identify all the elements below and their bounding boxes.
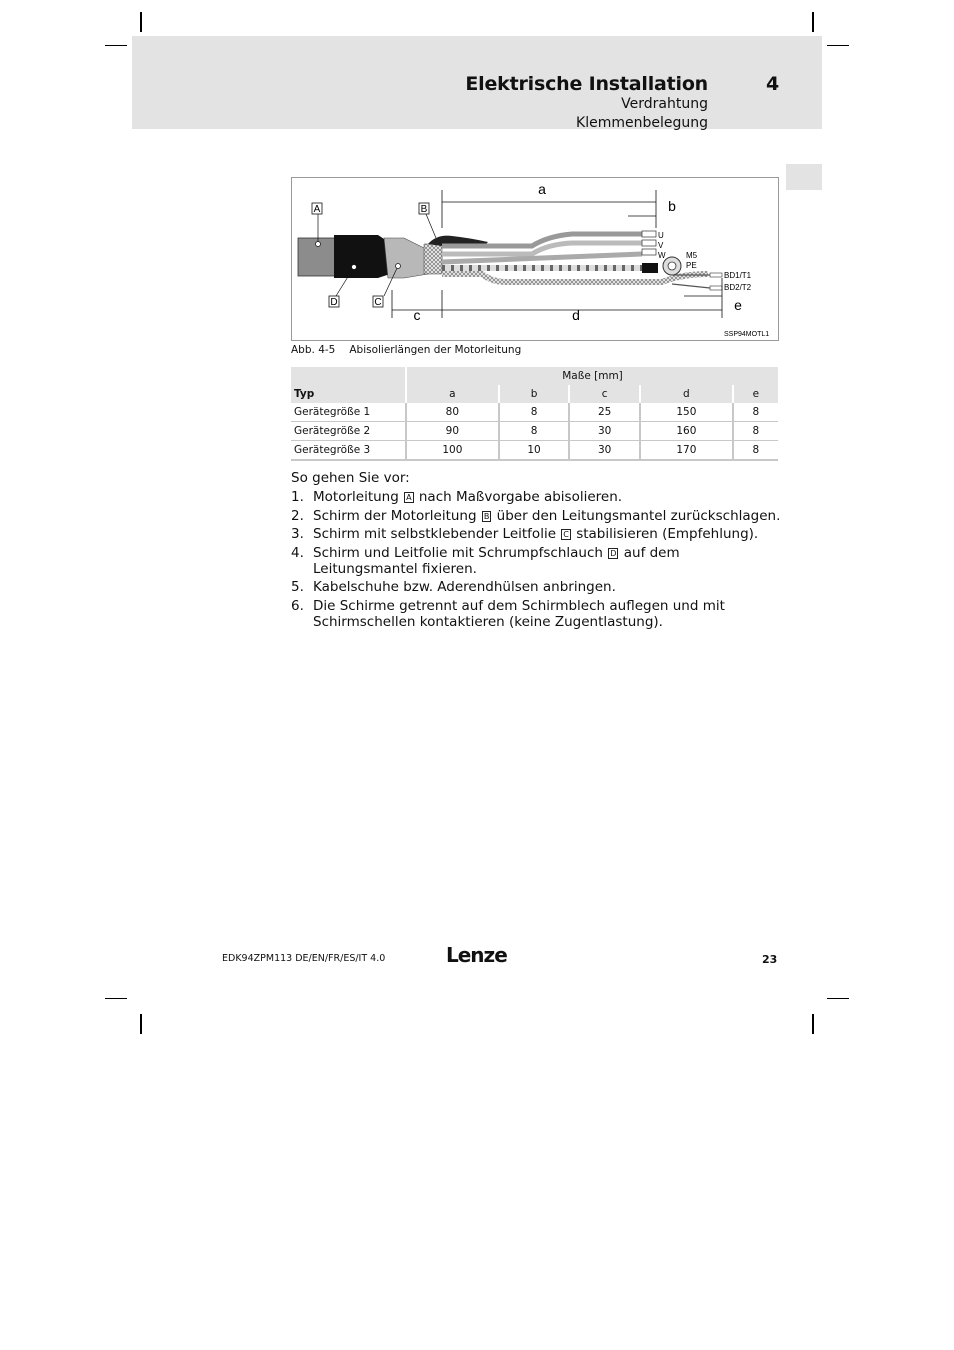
label-pe: PE (686, 261, 697, 270)
ring-lug-hole (668, 262, 676, 270)
table-cell: 8 (733, 422, 778, 441)
step-text: Schirm der Motorleitung (313, 507, 477, 524)
table-col-type: Typ (291, 385, 406, 403)
component-box-label: C (563, 530, 569, 539)
bd2-wire (672, 284, 710, 288)
table-cell: 150 (640, 403, 733, 422)
crop-mark (812, 1014, 814, 1034)
crop-mark (140, 12, 142, 32)
step-number: 2. (291, 507, 304, 524)
table-row (291, 422, 778, 441)
section-subtitle: Klemmenbelegung (576, 115, 708, 131)
cable-stripping-diagram (292, 178, 778, 340)
component-box-label: B (483, 511, 490, 521)
wire-label-w: W (658, 251, 666, 260)
chapter-number: 4 (766, 73, 780, 95)
crop-mark (812, 12, 814, 32)
page-number: 23 (762, 953, 778, 966)
ferrule (642, 231, 656, 237)
table-col-header: b (499, 385, 570, 403)
ferrule (642, 249, 656, 255)
leader-dot (352, 265, 357, 270)
motor-cable-figure (291, 177, 779, 341)
dim-label-a: a (538, 181, 546, 197)
ferrule (642, 240, 656, 246)
step-text: nach Maßvorgabe abisolieren. (418, 489, 623, 505)
table-header-row (291, 367, 778, 385)
shrink-tube (334, 235, 390, 278)
table-row (291, 441, 778, 461)
leader-b (426, 214, 436, 238)
step-number: 1. (291, 489, 304, 505)
table-cell: 90 (406, 422, 499, 441)
dimensions-table (291, 367, 778, 461)
step-text: Motorleitung (313, 489, 399, 505)
table-cell-type: Gerätegröße 2 (291, 422, 406, 441)
table-cell: 8 (499, 422, 570, 441)
step-number: 3. (291, 526, 304, 542)
table-col-header: c (569, 385, 640, 403)
crop-mark (140, 1014, 142, 1034)
label-bd1: BD1/T1 (724, 271, 752, 280)
list-item (291, 579, 781, 595)
figure-code: SSP94MOTL1 (724, 331, 770, 338)
table-col-header: d (640, 385, 733, 403)
table-cell: 80 (406, 403, 499, 422)
crop-mark (105, 998, 127, 999)
label-a-box: A (313, 204, 321, 215)
table-cell: 8 (499, 403, 570, 422)
list-item (291, 526, 781, 542)
document-id: EDK94ZPM113 DE/EN/FR/ES/IT 4.0 (222, 953, 386, 964)
table-cell: 30 (569, 441, 640, 461)
table-cell-type: Gerätegröße 1 (291, 403, 406, 422)
dim-label-c: c (413, 307, 421, 323)
label-bd2: BD2/T2 (724, 283, 752, 292)
table-cell: 30 (569, 422, 640, 441)
label-m5: M5 (686, 251, 698, 260)
chapter-side-tab (786, 164, 822, 190)
table-header-empty (291, 367, 406, 385)
step-text: stabilisieren (Empfehlung). (576, 526, 759, 542)
procedure-intro: So gehen Sie vor: (291, 470, 410, 486)
table-header-row (291, 385, 778, 403)
table-col-header: a (406, 385, 499, 403)
chapter-title: Elektrische Installation (465, 73, 708, 95)
step-number: 5. (291, 579, 304, 595)
bd1-ferrule (710, 273, 722, 277)
wire-label-u: U (658, 231, 664, 240)
table-cell: 170 (640, 441, 733, 461)
table-row (291, 403, 778, 422)
bd2-ferrule (710, 286, 722, 290)
step-text: Schirm und Leitfolie mit Schrumpfschlauch (313, 544, 603, 561)
label-c-box: C (374, 297, 382, 308)
figure-caption (291, 344, 521, 356)
table-cell: 8 (733, 403, 778, 422)
crop-mark (105, 45, 127, 46)
step-text: Kabelschuhe bzw. Aderendhülsen anbringen. (313, 579, 616, 595)
caption-text: Abisolierlängen der Motorleitung (349, 344, 522, 356)
caption-number: Abb. 4-5 (291, 344, 336, 356)
dim-label-d: d (572, 307, 580, 323)
leader-dot (316, 242, 321, 247)
step-number: 6. (291, 597, 304, 614)
step-text: auf dem Leitungsmantel fixieren. (313, 544, 680, 577)
table-cell-type: Gerätegröße 3 (291, 441, 406, 461)
lenze-logo: Lenze (446, 943, 507, 967)
crop-mark (827, 45, 849, 46)
bd-shield (442, 274, 708, 282)
label-d-box: D (330, 297, 338, 308)
leader-dot (396, 264, 401, 269)
step-text: über den Leitungsmantel zurückschlagen. (496, 507, 781, 524)
list-item (291, 545, 781, 577)
list-item (291, 598, 781, 630)
table-col-header: e (733, 385, 778, 403)
dim-label-e: e (734, 297, 742, 313)
step-text: Die Schirme getrennt auf dem Schirmblech auflegen und mit Schirmschellen kontaktieren (keine Zugentlastung). (313, 597, 725, 630)
table-cell: 100 (406, 441, 499, 461)
wire-label-v: V (658, 241, 664, 250)
list-item (291, 508, 781, 524)
table-cell: 8 (733, 441, 778, 461)
table-cell: 25 (569, 403, 640, 422)
dim-label-b: b (668, 198, 676, 214)
label-b-box: B (420, 204, 428, 215)
crop-mark (827, 998, 849, 999)
table-group-header: Maße [mm] (406, 367, 778, 385)
component-box-label: A (406, 493, 412, 502)
folded-shield (424, 244, 442, 274)
table-cell: 160 (640, 422, 733, 441)
procedure-steps (291, 489, 781, 632)
component-box-label: D (610, 548, 617, 558)
table-cell: 10 (499, 441, 570, 461)
pe-lug (642, 263, 658, 273)
step-text: Schirm mit selbstklebender Leitfolie (313, 526, 556, 542)
step-number: 4. (291, 544, 304, 561)
section-subtitle: Verdrahtung (621, 96, 708, 112)
list-item (291, 489, 781, 505)
